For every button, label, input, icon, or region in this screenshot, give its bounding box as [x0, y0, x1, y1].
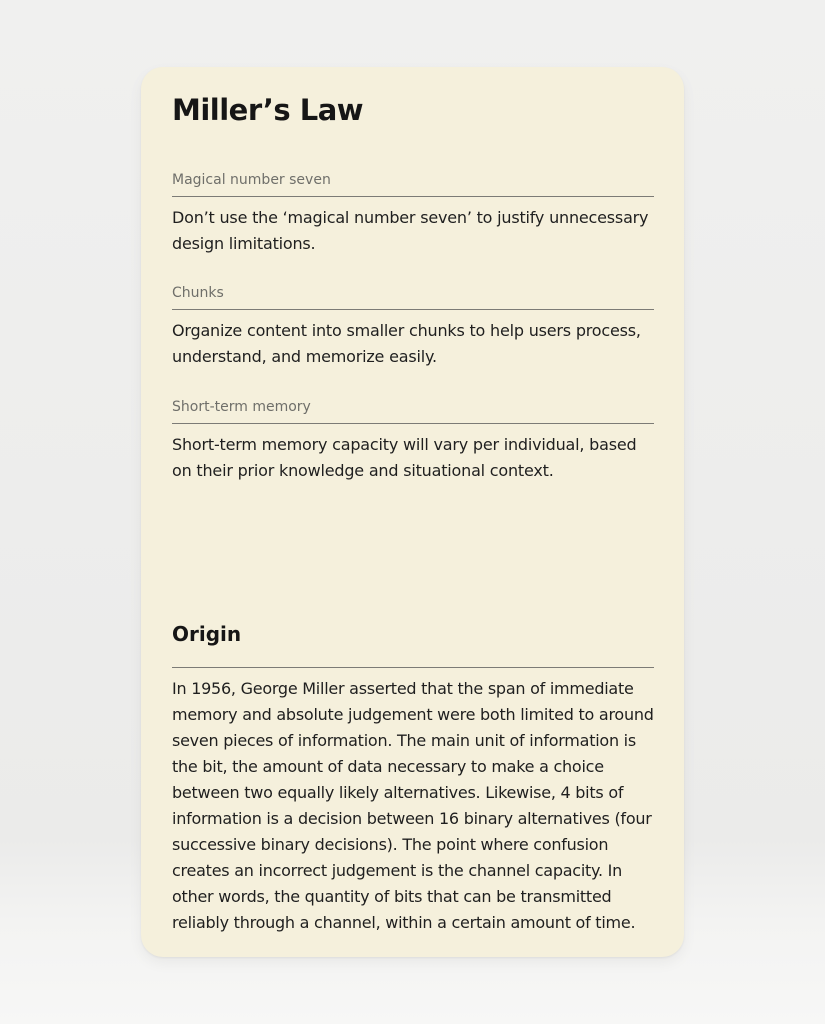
- section-chunks: [172, 284, 654, 370]
- section-text: Organize content into smaller chunks to help users process, understand, and memorize easily.: [172, 321, 641, 366]
- card-title: Miller’s Law: [172, 93, 364, 127]
- section-short-term-memory: [172, 398, 654, 484]
- law-card: [141, 67, 684, 957]
- section-text: Don’t use the ‘magical number seven’ to justify unnecessary design limitations.: [172, 208, 649, 253]
- section-label: Chunks: [172, 284, 654, 310]
- section-label: Magical number seven: [172, 171, 654, 197]
- origin-title: Origin: [172, 619, 654, 668]
- origin-text: In 1956, George Miller asserted that the span of immediate memory and absolute judgement were both limited to around seven pieces of information. The main unit of information is the bit, the amount of data necessary to make a choice between two equally likely alternatives. Likewise, 4 bits of information is a decision between 16 binary alternatives (four successive binary decisions). The point where confusion creates an incorrect judgement is the channel capacity. In other words, the quantity of bits that can be transmitted reliably through a channel, within a certain amount of time.: [172, 679, 654, 932]
- section-label: Short-term memory: [172, 398, 654, 424]
- section-magical-number-seven: [172, 171, 654, 257]
- section-text: Short-term memory capacity will vary per individual, based on their prior knowledge and situational context.: [172, 435, 637, 480]
- origin-section: [172, 619, 654, 936]
